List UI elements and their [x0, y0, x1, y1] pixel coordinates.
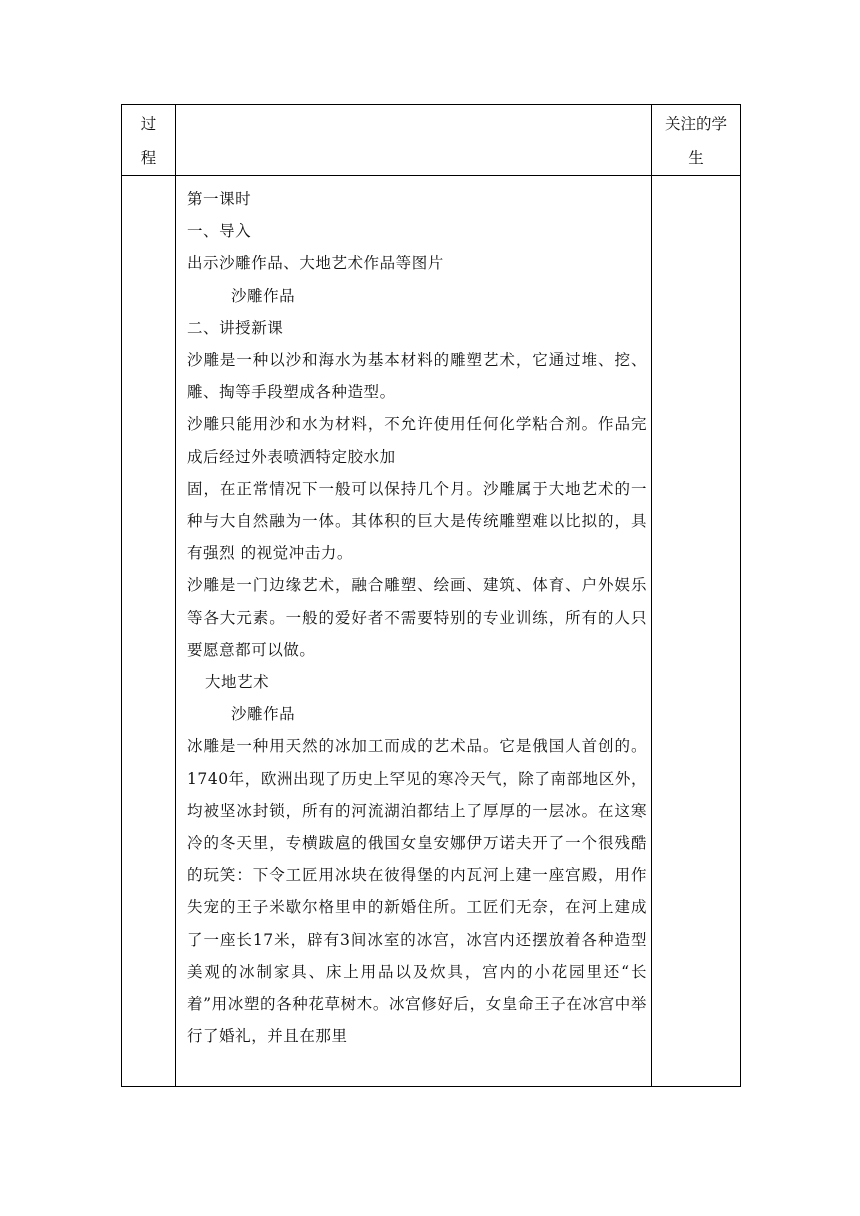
table-body-row	[122, 176, 741, 1087]
lesson-content-cell	[176, 176, 652, 1087]
section-intro-heading: 一、导入	[187, 222, 252, 241]
sand-sculpture-definition: 沙雕是一种以沙和海水为基本材料的雕塑艺术，它通过堆、挖、雕、掏等手段塑成各种造型。	[187, 351, 647, 402]
lesson-plan-table	[121, 104, 741, 1087]
lesson-content	[176, 176, 651, 1052]
ice-sculpture-paragraph: 冰雕是一种用天然的冰加工而成的艺术品。它是俄国人首创的。1740年，欧洲出现了历史上罕见的寒冷天气，除了南部地区外，均被坚冰封锁，所有的河流湖泊都结上了厚厚的一层冰。在这寒冷的冬天里，专横跋扈的俄国女皇安娜伊万诺夫开了一个很残酷的玩笑：下令工匠用冰块在彼得堡的内瓦河上建一座宫殿，用作失宠的王子米歇尔格里申的新婚住所。工匠们无奈，在河上建成了一座长17米，辟有3间冰室的冰宫，冰宫内还摆放着各种造型美观的冰制家具、床上用品以及炊具，宫内的小花园里还“长着”用冰塑的各种花草树木。冰宫修好后，女皇命王子在冰宫中举行了婚礼，并且在那里	[187, 737, 647, 1046]
process-label-line2: 程	[140, 149, 157, 167]
focus-label-line1: 关注的学	[664, 115, 727, 133]
lesson-period-line: 第一课时	[187, 190, 252, 208]
process-body-cell	[122, 176, 176, 1087]
table-header-row	[122, 105, 741, 176]
process-label-line1: 过	[140, 115, 157, 133]
focus-students-header-cell	[652, 105, 741, 176]
process-header-cell	[122, 105, 176, 176]
sand-sculpture-caption-2: 沙雕作品	[231, 705, 296, 724]
section-new-lesson-heading: 二、讲授新课	[187, 318, 284, 337]
focus-label-line2: 生	[688, 149, 704, 167]
middle-header-cell	[176, 105, 652, 176]
land-art-caption: 大地艺术	[205, 673, 270, 692]
intro-instruction: 出示沙雕作品、大地艺术作品等图片	[187, 254, 444, 273]
sand-sculpture-edge-art: 沙雕是一门边缘艺术，融合雕塑、绘画、建筑、体育、户外娱乐等各大元素。一般的爱好者不需要特别的专业训练，所有的人只要愿意都可以做。	[187, 576, 647, 659]
sand-sculpture-durability: 固，在正常情况下一般可以保持几个月。沙雕属于大地艺术的一种与大自然融为一体。其体积的巨大是传统雕塑难以比拟的，具有强烈 的视觉冲击力。	[187, 479, 647, 563]
sand-sculpture-caption: 沙雕作品	[231, 286, 296, 305]
focus-students-body-cell	[652, 176, 741, 1087]
sand-sculpture-materials: 沙雕只能用沙和水为材料，不允许使用任何化学粘合剂。作品完成后经过外表喷洒特定胶水加	[187, 415, 647, 466]
